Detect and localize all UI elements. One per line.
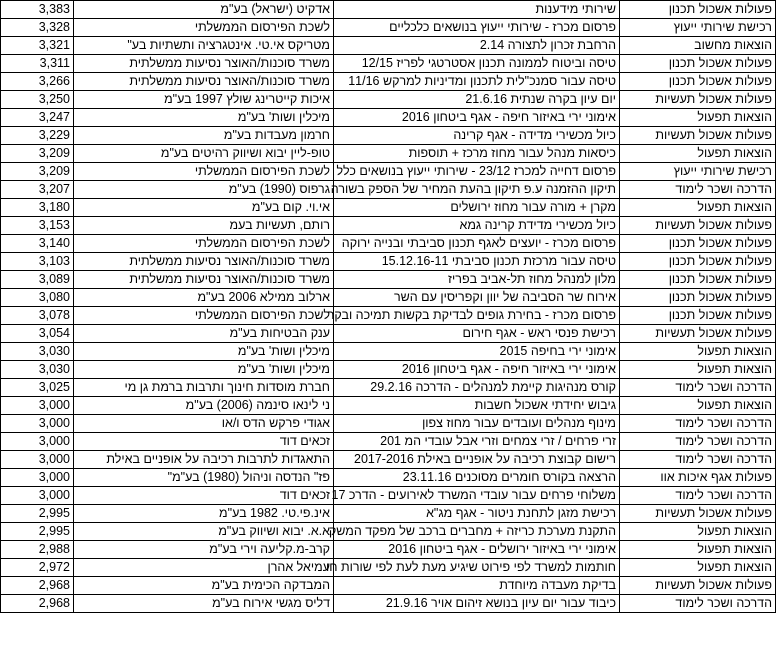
category-cell[interactable]: הדרכה ושכר לימוד [620,487,776,505]
category-cell[interactable]: פעולות אשכול תעשיות [620,577,776,595]
expense-table-body [1,1,776,613]
supplier-cell[interactable]: משרד סוכנות/האוצר נסיעות ממשלתית [74,271,334,289]
category-cell[interactable]: פעולות אשכול תכנון [620,1,776,19]
description-cell[interactable]: פרסום מכרז - בחירת גופים לבדיקת בקשות תמיכה ובקר [334,307,620,325]
amount-cell[interactable]: 3,153 [1,217,74,235]
amount-cell[interactable]: 3,140 [1,235,74,253]
amount-cell[interactable]: 2,968 [1,577,74,595]
category-cell[interactable]: רכישת שירותי ייעוץ [620,19,776,37]
amount-cell[interactable]: 3,383 [1,1,74,19]
table-row [1,379,776,397]
table-row [1,217,776,235]
amount-cell[interactable]: 3,229 [1,127,74,145]
table-row [1,505,776,523]
supplier-cell[interactable]: איכות קייטרינג שולץ 1997 בע"מ [74,91,334,109]
category-cell[interactable]: הוצאות תפעול [620,523,776,541]
description-cell[interactable]: פרסום מכרז - יועצים לאגף תכנון סביבתי ובנייה ירוקה [334,235,620,253]
category-cell[interactable]: הדרכה ושכר לימוד [620,595,776,613]
table-row [1,415,776,433]
description-cell[interactable]: פרסום מכרז - שירותי ייעוץ בנושאים כלכליים [334,19,620,37]
category-cell[interactable]: פעולות אשכול תעשיות [620,505,776,523]
supplier-cell[interactable]: רותם, תעשיות בעמ [74,217,334,235]
amount-cell[interactable]: 2,972 [1,559,74,577]
supplier-cell[interactable]: טופ-ליין יבוא ושיווק רהיטים בע"מ [74,145,334,163]
supplier-cell[interactable]: משרד סוכנות/האוצר נסיעות ממשלתית [74,253,334,271]
amount-cell[interactable]: 3,000 [1,469,74,487]
amount-cell[interactable]: 3,180 [1,199,74,217]
table-row [1,235,776,253]
supplier-cell[interactable]: מטריקס אי.טי. אינטגרציה ותשתיות בע" [74,37,334,55]
amount-cell[interactable]: 2,995 [1,523,74,541]
table-row [1,595,776,613]
table-row [1,361,776,379]
description-cell[interactable]: פרסום דחייה למכרז 23/12 - שירותי ייעוץ בנושאים כלל [334,163,620,181]
category-cell[interactable]: פעולות אשכול תכנון [620,289,776,307]
description-cell[interactable]: רכישת מזגן לתחנת ניטור - אגף מג"א [334,505,620,523]
table-row [1,577,776,595]
table-row [1,253,776,271]
amount-cell[interactable]: 3,207 [1,181,74,199]
supplier-cell[interactable]: גרפוס (1990) בע"מ [74,181,334,199]
category-cell[interactable]: הוצאות תפעול [620,397,776,415]
supplier-cell[interactable]: חרמון מעבדות בע"מ [74,127,334,145]
table-row [1,325,776,343]
supplier-cell[interactable]: לשכת הפירסום הממשלתי [74,235,334,253]
description-cell[interactable]: אימוני ירי באיזור חיפה - אגף ביטחון 2016 [334,361,620,379]
amount-cell[interactable]: 3,080 [1,289,74,307]
description-cell[interactable]: תיקון ההזמנה ע.פ תיקון בהעת המחיר של הספק בשורה [334,181,620,199]
description-cell[interactable]: כיול מכשירי מדידה - אגף קרינה [334,127,620,145]
supplier-cell[interactable]: ענק הבטיחות בע"מ [74,325,334,343]
amount-cell[interactable]: 3,266 [1,73,74,91]
description-cell[interactable]: כיבוד עבור יום עיון בנושא זיהום אויר 21.9.16 [334,595,620,613]
description-cell[interactable]: כיסאות מנהל עבור מחוז מרכז + תוספות [334,145,620,163]
amount-cell[interactable]: 2,988 [1,541,74,559]
table-row [1,469,776,487]
table-row [1,559,776,577]
description-cell[interactable]: אימוני ירי באיזור ירושלים - אגף ביטחון 2016 [334,541,620,559]
supplier-cell[interactable]: זכאים דוד [74,487,334,505]
table-row [1,91,776,109]
table-row [1,487,776,505]
description-cell[interactable]: זרי פרחים / זרי צמחים וזרי אבל עובדי המ 201 [334,433,620,451]
amount-cell[interactable]: 3,030 [1,361,74,379]
category-cell[interactable]: הדרכה ושכר לימוד [620,379,776,397]
category-cell[interactable]: הוצאות תפעול [620,109,776,127]
amount-cell[interactable]: 3,103 [1,253,74,271]
supplier-cell[interactable]: אדקיט (ישראל) בע"מ [74,1,334,19]
amount-cell[interactable]: 3,089 [1,271,74,289]
category-cell[interactable]: פעולות אשכול תעשיות [620,91,776,109]
category-cell[interactable]: פעולות אשכול תכנון [620,235,776,253]
description-cell[interactable]: בדיקת מעבדה מיוחדת [334,577,620,595]
table-row [1,109,776,127]
table-row [1,289,776,307]
supplier-cell[interactable]: א.א. יבוא ושיווק בע"מ [74,523,334,541]
description-cell[interactable]: כיול מכשירי מדידת קרינה גמא [334,217,620,235]
category-cell[interactable]: פעולות אשכול תכנון [620,307,776,325]
supplier-cell[interactable]: מיכלין ושות' בע"מ [74,109,334,127]
supplier-cell[interactable]: המבדקה הכימית בע"מ [74,577,334,595]
description-cell[interactable]: מלון למנהל מחוז תל-אביב בפריז [334,271,620,289]
description-cell[interactable]: אירוח שר הסביבה של יוון וקפריסין עם השר [334,289,620,307]
amount-cell[interactable]: 3,025 [1,379,74,397]
category-cell[interactable]: הוצאות תפעול [620,343,776,361]
table-row [1,307,776,325]
table-row [1,181,776,199]
description-cell[interactable]: אימוני ירי בחיפה 2015 [334,343,620,361]
table-row [1,343,776,361]
supplier-cell[interactable]: מיכלין ושות' בע"מ [74,361,334,379]
description-cell[interactable]: הרחבת זכרון לתצורה 2.14 [334,37,620,55]
description-cell[interactable]: שירותי מידענות [334,1,620,19]
table-row [1,433,776,451]
table-row [1,541,776,559]
table-row [1,127,776,145]
supplier-cell[interactable]: קרב-מ.קליעה וירי בע"מ [74,541,334,559]
amount-cell[interactable]: 3,321 [1,37,74,55]
table-row [1,145,776,163]
table-row [1,1,776,19]
description-cell[interactable]: טיסה עבור מרכזת תכנון סביבתי 15.12.16-11 [334,253,620,271]
category-cell[interactable]: פעולות אשכול תכנון [620,271,776,289]
supplier-cell[interactable]: חברת מוסדות חינוך ותרבות ברמת גן מי [74,379,334,397]
supplier-cell[interactable]: אי.וי. קום בע"מ [74,199,334,217]
supplier-cell[interactable]: אגודי פרקש הדס ו/או [74,415,334,433]
amount-cell[interactable]: 3,209 [1,145,74,163]
description-cell[interactable]: גיבוש יחידתי אשכול חשבות [334,397,620,415]
category-cell[interactable]: הוצאות תפעול [620,559,776,577]
supplier-cell[interactable]: ני לינאו סינמה (2006) בע"מ [74,397,334,415]
supplier-cell[interactable]: עמיאל אהרן [74,559,334,577]
description-cell[interactable]: קורס מנהיגות קיימת למנהלים - הדרכה 29.2.16 [334,379,620,397]
description-cell[interactable]: משלוחי פרחים עבור עובדי המשרד לאירועים - הדרכ 17 [334,487,620,505]
amount-cell[interactable]: 3,311 [1,55,74,73]
supplier-cell[interactable]: אינ.פי.טי. 1982 בע"מ [74,505,334,523]
category-cell[interactable]: פעולות אשכול תעשיות [620,217,776,235]
description-cell[interactable]: מקרן + מורה עבור מחוז ירושלים [334,199,620,217]
category-cell[interactable]: פעולות אשכול תכנון [620,253,776,271]
amount-cell[interactable]: 3,000 [1,451,74,469]
category-cell[interactable]: פעולות אשכול תעשיות [620,325,776,343]
description-cell[interactable]: יום עיון בקרה שנתית 21.6.16 [334,91,620,109]
amount-cell[interactable]: 3,054 [1,325,74,343]
table-row [1,163,776,181]
table-row [1,271,776,289]
amount-cell[interactable]: 3,209 [1,163,74,181]
amount-cell[interactable]: 2,968 [1,595,74,613]
amount-cell[interactable]: 3,030 [1,343,74,361]
category-cell[interactable]: הוצאות מחשוב [620,37,776,55]
supplier-cell[interactable]: התאגדות לתרבות רכיבה על אופניים באילת [74,451,334,469]
description-cell[interactable]: חותמות למשרד לפי פירוט שיגיע מעת לעת לפי שורות חו [334,559,620,577]
amount-cell[interactable]: 3,078 [1,307,74,325]
category-cell[interactable]: הוצאות תפעול [620,541,776,559]
table-row [1,451,776,469]
description-cell[interactable]: טיסה עבור סמנכ"לית לתכנון ומדיניות למרקש 11/16 [334,73,620,91]
category-cell[interactable]: הוצאות תפעול [620,361,776,379]
table-row [1,55,776,73]
amount-cell[interactable]: 3,000 [1,433,74,451]
supplier-cell[interactable]: ארלוב ממילא 2006 בע"מ [74,289,334,307]
description-cell[interactable]: אימוני ירי באיזור חיפה - אגף ביטחון 2016 [334,109,620,127]
category-cell[interactable]: הוצאות תפעול [620,145,776,163]
amount-cell[interactable]: 3,000 [1,487,74,505]
description-cell[interactable]: רישום קבוצת רכיבה על אופניים באילת 2017-2016 [334,451,620,469]
category-cell[interactable]: פעולות אגף איכות אוו [620,469,776,487]
category-cell[interactable]: הדרכה ושכר לימוד [620,451,776,469]
table-row [1,19,776,37]
category-cell[interactable]: פעולות אשכול תכנון [620,55,776,73]
category-cell[interactable]: פעולות אשכול תכנון [620,73,776,91]
supplier-cell[interactable]: דליס מגשי אירוח בע"מ [74,595,334,613]
category-cell[interactable]: הוצאות תפעול [620,199,776,217]
amount-cell[interactable]: 3,000 [1,415,74,433]
category-cell[interactable]: פעולות אשכול תעשיות [620,127,776,145]
category-cell[interactable]: הדרכה ושכר לימוד [620,433,776,451]
supplier-cell[interactable]: משרד סוכנות/האוצר נסיעות ממשלתית [74,73,334,91]
category-cell[interactable]: רכישת שירותי ייעוץ [620,163,776,181]
amount-cell[interactable]: 3,247 [1,109,74,127]
supplier-cell[interactable]: לשכת הפירסום הממשלתי [74,19,334,37]
supplier-cell[interactable]: משרד סוכנות/האוצר נסיעות ממשלתית [74,55,334,73]
table-row [1,73,776,91]
table-row [1,523,776,541]
description-cell[interactable]: התקנת מערכת כריזה + מחברים ברכב של מפקד המשק [334,523,620,541]
description-cell[interactable]: רכישת פנסי ראש - אגף חירום [334,325,620,343]
supplier-cell[interactable]: לשכת הפירסום הממשלתי [74,163,334,181]
supplier-cell[interactable]: זכאים דוד [74,433,334,451]
table-row [1,397,776,415]
amount-cell[interactable]: 3,250 [1,91,74,109]
description-cell[interactable]: מינוף מנהלים ועובדים עבור מחוז צפון [334,415,620,433]
table-row [1,199,776,217]
amount-cell[interactable]: 3,000 [1,397,74,415]
supplier-cell[interactable]: מיכלין ושות' בע"מ [74,343,334,361]
category-cell[interactable]: הדרכה ושכר לימוד [620,415,776,433]
description-cell[interactable]: טיסה וביטוח לממונה תכנון אסטרטגי לפריז 12/15 [334,55,620,73]
amount-cell[interactable]: 3,328 [1,19,74,37]
amount-cell[interactable]: 2,995 [1,505,74,523]
supplier-cell[interactable]: לשכת הפירסום הממשלתי [74,307,334,325]
supplier-cell[interactable]: פז" הנדסה וניהול (1980) בע"מ" [74,469,334,487]
table-row [1,37,776,55]
description-cell[interactable]: הרצאה בקורס חומרים מסוכנים 23.11.16 [334,469,620,487]
category-cell[interactable]: הדרכה ושכר לימוד [620,181,776,199]
